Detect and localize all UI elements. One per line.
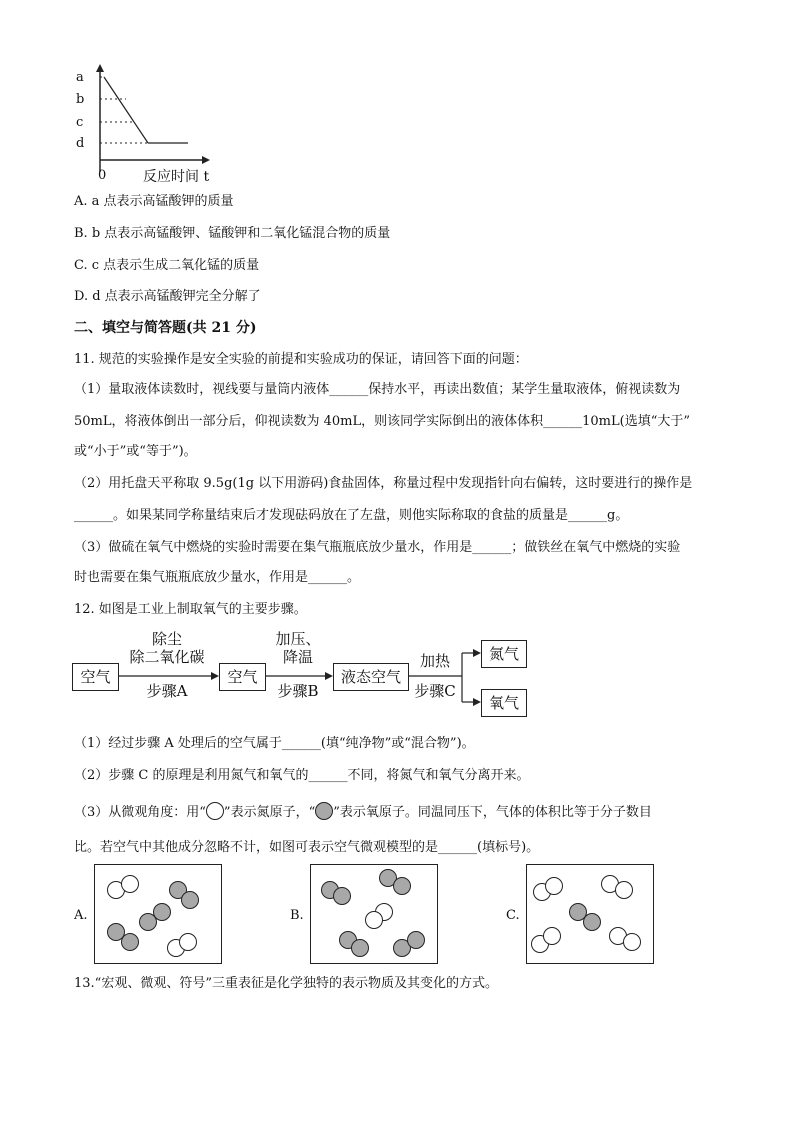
model-option-c[interactable] xyxy=(526,864,654,964)
step-a-label-2: 除二氧化碳 xyxy=(129,648,205,666)
oxygen-atom xyxy=(181,891,199,909)
arrow-step-b-head xyxy=(325,672,333,680)
q12-p1: （1）经过步骤 A 处理后的空气属于______(填“纯净物”或“混合物”)。 xyxy=(74,736,475,751)
step-c-label: 加热 xyxy=(419,652,450,670)
oxygen-atom xyxy=(407,931,425,949)
q11-p3-line1: （3）做硫在氧气中燃烧的实验时需要在集气瓶瓶底放少量水，作用是______；做铁丝在氧气中燃烧的实验 xyxy=(74,540,681,555)
step-a-label-1: 除尘 xyxy=(151,630,182,648)
nitrogen-atom xyxy=(615,881,633,899)
nitrogen-atom-legend-icon xyxy=(206,802,224,820)
step-b-label-2: 降温 xyxy=(282,648,313,666)
q11-p1-line2: 50mL，将液体倒出一部分后，仰视读数为 40mL，则该同学实际倒出的液体体积______10mL(选填“大于” xyxy=(74,414,691,429)
q13-stem: 13.“宏观、微观、符号”三重表征是化学独特的表示物质及其变化的方式。 xyxy=(74,976,498,991)
oxygen-atom xyxy=(393,877,411,895)
model-option-c-label: C. xyxy=(506,908,520,923)
q11-p3-line2: 时也需要在集气瓶瓶底放少量水，作用是______。 xyxy=(74,570,361,585)
step-a-name: 步骤A xyxy=(146,682,188,700)
nitrogen-atom xyxy=(121,875,139,893)
model-option-a-label: A. xyxy=(74,908,88,923)
q12-p3-part-c: ”表示氧原子。同温同压下，气体的体积比等于分子数目 xyxy=(333,805,652,820)
mass-time-graph xyxy=(60,60,230,190)
oxygen-atom xyxy=(583,913,601,931)
box-air-initial: 空气 xyxy=(72,663,119,691)
q10-option-c: C. c 点表示生成二氧化锰的质量 xyxy=(74,258,260,273)
q11-stem: 11. 规范的实验操作是安全实验的前提和实验成功的保证，请回答下面的问题： xyxy=(74,352,528,367)
x-axis-arrow xyxy=(202,156,210,164)
y-axis-arrow xyxy=(96,64,104,72)
q10-option-a: A. a 点表示高锰酸钾的质量 xyxy=(74,194,234,209)
arrow-step-a-head xyxy=(211,672,219,680)
q11-p2-line2: ______。如果某同学称量结束后才发现砝码放在了左盘，则他实际称取的食盐的质量是______g。 xyxy=(74,508,629,523)
model-option-b[interactable] xyxy=(310,864,438,964)
q11-p1-line3: 或“小于”或“等于”)。 xyxy=(74,444,197,459)
box-oxygen: 氧气 xyxy=(481,689,527,717)
oxygen-atom-legend-icon xyxy=(315,802,333,820)
q12-p2: （2）步骤 C 的原理是利用氮气和氧气的______不同，将氮气和氧气分离开来。 xyxy=(74,768,530,783)
section-title: 二、填空与简答题(共 21 分) xyxy=(74,320,257,336)
curve-decline xyxy=(104,77,148,143)
q12-p3-line1 xyxy=(74,802,652,821)
box-air-treated: 空气 xyxy=(219,663,266,691)
q11-p2-line1: （2）用托盘天平称取 9.5g(1g 以下用游码)食盐固体，称量过程中发现指针向右偏转，这时要进行的操作是 xyxy=(74,476,693,491)
oxygen-atom xyxy=(351,939,369,957)
oxygen-atom xyxy=(153,903,171,921)
box-nitrogen: 氮气 xyxy=(481,640,527,668)
step-b-name: 步骤B xyxy=(277,682,319,700)
q10-option-d: D. d 点表示高锰酸钾完全分解了 xyxy=(74,289,261,304)
q12-stem: 12. 如图是工业上制取氧气的主要步骤。 xyxy=(74,602,307,617)
oxygen-atom xyxy=(121,933,139,951)
nitrogen-atom xyxy=(543,927,561,945)
oxygen-atom xyxy=(333,887,351,905)
nitrogen-atom xyxy=(623,933,641,951)
nitrogen-atom xyxy=(365,911,383,929)
q11-p1-line1: （1）量取液体读数时，视线要与量筒内液体______保持水平，再读出数值；某学生量取液体，俯视读数为 xyxy=(74,382,681,397)
box-liquid-air: 液态空气 xyxy=(333,663,409,691)
label-c: c xyxy=(76,115,84,130)
q12-p3-line2: 比。若空气中其他成分忽略不计，如图可表示空气微观模型的是______(填标号)。 xyxy=(74,840,540,855)
label-d: d xyxy=(76,136,85,151)
oxygen-flow-diagram xyxy=(72,628,532,720)
label-a: a xyxy=(76,70,84,85)
branch-top-head xyxy=(473,649,481,657)
label-origin: 0 xyxy=(98,168,107,183)
x-axis-label: 反应时间 t xyxy=(143,169,210,185)
q10-option-b: B. b 点表示高锰酸钾、锰酸钾和二氧化锰混合物的质量 xyxy=(74,226,391,241)
q12-p3-part-b: ”表示氮原子，“ xyxy=(223,805,316,820)
nitrogen-atom xyxy=(545,877,563,895)
nitrogen-atom xyxy=(179,933,197,951)
q12-p3-part-a: （3）从微观角度：用“ xyxy=(74,805,206,820)
label-b: b xyxy=(76,92,85,107)
step-b-label-1: 加压、 xyxy=(275,630,321,648)
model-option-a[interactable] xyxy=(94,864,222,964)
step-c-name: 步骤C xyxy=(414,682,456,700)
branch-bottom-head xyxy=(473,698,481,706)
model-option-b-label: B. xyxy=(290,908,304,923)
